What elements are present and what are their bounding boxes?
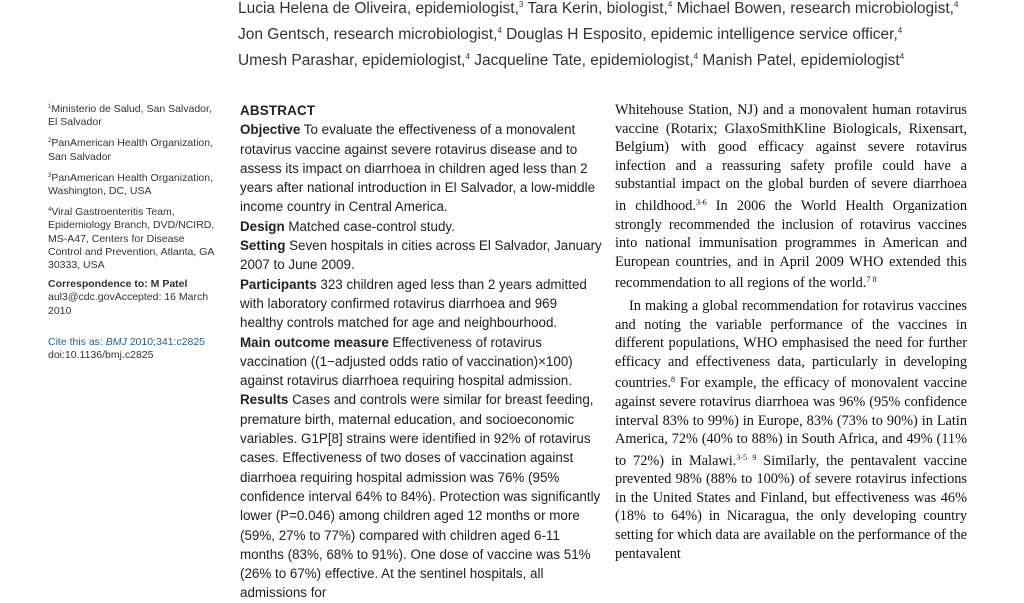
abstract-objective: Objective To evaluate the effectiveness of a monovalent rotavirus vaccine against severe rotavirus disease and to assess its impact on diarrhoea in children aged less than 2 years after national introduction in El Salvador, a low-middle income country in Central America. [240, 122, 596, 215]
affiliation-3: $^3$PanAmerican Health Organization, Washington, DC, USA [48, 171, 214, 198]
author-list [238, 0, 998, 72]
abstract-results: Results Cases and controls were similar for breast feeding, premature birth, maternal education, and socioeconomic variables. G1P[8] strains were identified in 92% of rotavirus cases. Effectiveness of two doses of vaccination against diarrhoea requiring hospital admission was 76% (95% confidence interval 64% to 84%). Protection was significantly lower (P=0.046) among children aged 12 months or more (59%, 27% to 77%) compared with children aged 6-11 months (83%, 68% to 91%). One dose of vaccine was 51% (26% to 67%) effective. At the sentinel hospitals, all admissions for [240, 392, 601, 601]
abstract-design: Design Matched case-control study. [240, 218, 455, 234]
author-line-2: Jon Gentsch, research microbiologist,$^4$ Douglas H Esposito, epidemic intelligence service officer,$^4$ [238, 26, 903, 43]
abstract-outcome: Main outcome measure Effectiveness of rotavirus vaccination ((1−adjusted odds ratio of vaccination)×100) against rotavirus diarrhoea requiring hospital admission. [240, 334, 573, 389]
author-line-3: Umesh Parashar, epidemiologist,$^4$ Jacqueline Tate, epidemiologist,$^4$ Manish Patel, epidemiologist$^4$ [238, 52, 905, 69]
body-paragraph-2: In making a global recommendation for rotavirus vaccines and noting the variable performance of the vaccines in different populations, WHO emphasised the need for further efficacy and effectiveness data, particularly in developing countries.$^8$ For example, the efficacy of monovalent vaccine against severe rotavirus diarrhoea was 96% (95% confidence interval 83% to 99%) in Europe, 83% (73% to 90%) in Latin America, 72% (40% to 88%) in South Africa, and 49% (11% to 72%) in Malawi.$^{3-5 9}$ Similarly, the pentavalent vaccine prevented 98% (88% to 100%) of severe rotavirus infections in the United States and Finland, but effectiveness was 46% (18% to 64%) in Nicaragua, the only developing country setting for which data are available on the performance of the pentavalent [615, 297, 967, 562]
body-paragraph-1: Whitehouse Station, NJ) and a monovalent human rotavirus vaccine (Rotarix; GlaxoSmithKline Biologicals, Rixensart, Belgium) with good efficacy against severe rotavirus infection and a reassuring safety profile could have a substantial impact on the global burden of severe diarrhoea in childhood.$^{3-6}$ In 2006 the World Health Organization strongly recommended the inclusion of rotavirus vaccines into national immunisation programmes in American and European countries, and in April 2009 WHO extended this recommendation to all regions of the world.$^{7 8}$ [615, 102, 967, 292]
correspondence-detail[interactable]: aul3@cdc.govAccepted: 16 March 2010 [48, 291, 209, 317]
body-text-column [615, 101, 967, 563]
affiliations-sidebar [48, 101, 220, 362]
affiliation-2: $^2$PanAmerican Health Organization, San Salvador [48, 137, 214, 163]
author-line-1: Lucia Helena de Oliveira, epidemiologist,$^3$ Tara Kerin, biologist,$^4$ Michael Bowen, research microbiologist,$^4$ [238, 0, 959, 17]
affiliation-4: $^4$Viral Gastroenteritis Team, Epidemiology Branch, DVD/NCIRD, MS-A47, Centers for Disease Control and Prevention, Atlanta, GA 30333, USA [48, 206, 215, 272]
citation: Cite this as: BMJ 2010;341:c2825 [48, 335, 206, 348]
abstract-participants: Participants 323 children aged less than 2 years admitted with laboratory confirmed rotavirus diarrhoea and 969 healthy controls matched for age and neighbourhood. [240, 276, 587, 331]
correspondence-label: Correspondence to: M Patel [48, 278, 188, 291]
abstract-setting: Setting Seven hospitals in cities across El Salvador, January 2007 to June 2009. [240, 238, 602, 273]
abstract-column [240, 101, 602, 603]
affiliation-1: $^1$Ministerio de Salud, San Salvador, El Salvador [48, 103, 212, 129]
doi[interactable]: doi:10.1136/bmj.c2825 [48, 349, 154, 362]
abstract-heading: ABSTRACT [240, 103, 316, 118]
